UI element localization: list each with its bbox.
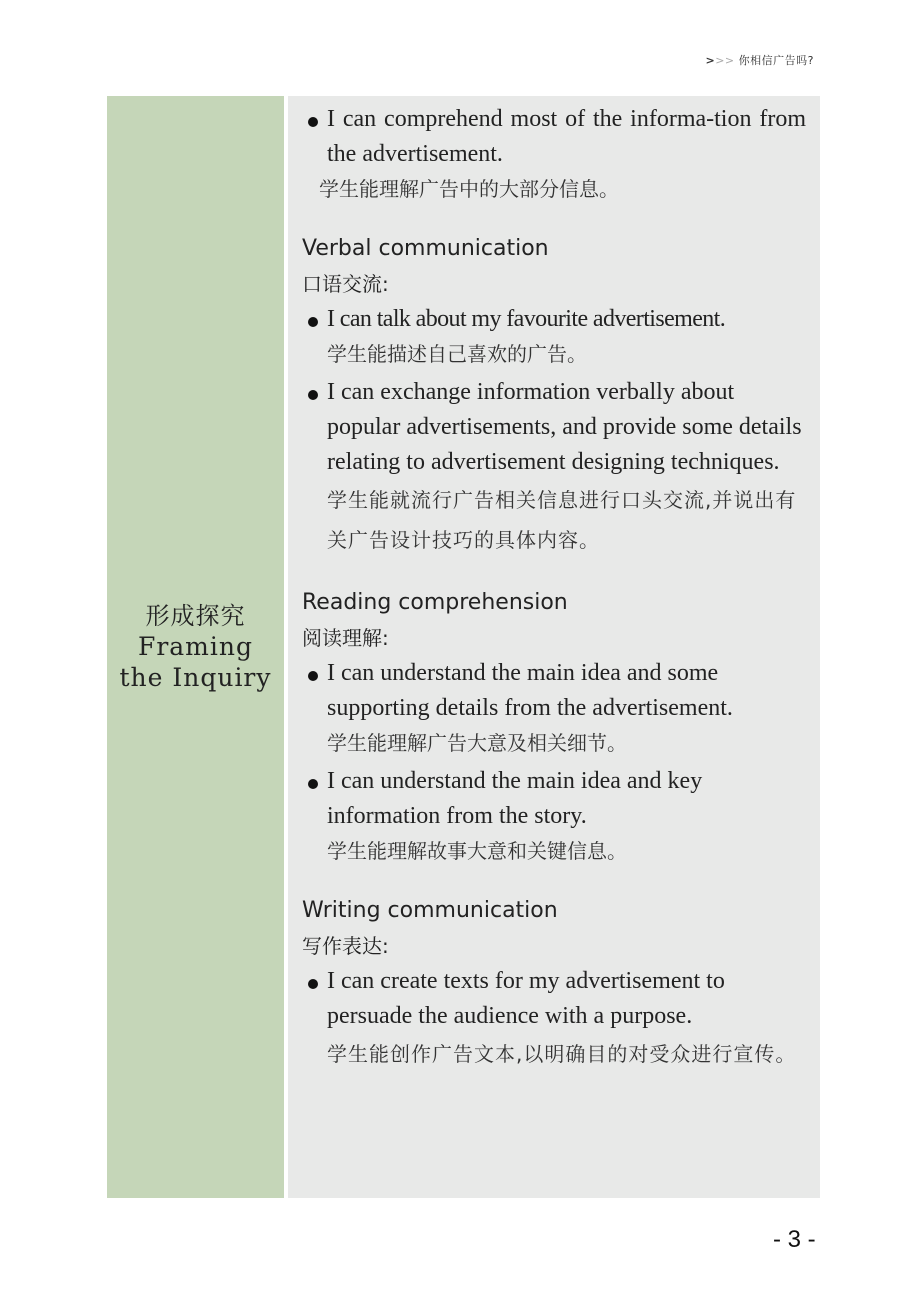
stage-label-cell bbox=[107, 96, 284, 1198]
item-zh: 学生能理解广告中的大部分信息。 bbox=[319, 177, 619, 201]
bullet-icon bbox=[308, 317, 318, 327]
item-zh: 学生能创作广告文本,以明确目的对受众进行宣传。 bbox=[327, 1042, 797, 1066]
item-zh: 学生能理解故事大意和关键信息。 bbox=[327, 839, 627, 863]
list-item bbox=[302, 764, 806, 868]
item-zh: 学生能就流行广告相关信息进行口头交流,并说出有关广告设计技巧的具体内容。 bbox=[327, 488, 797, 552]
item-en: I can exchange information verbally about popular advertisements, and provide some details relating to advertisement designing techniques. bbox=[327, 379, 802, 475]
bullet-icon bbox=[308, 117, 318, 127]
item-en: I can understand the main idea and key information from the story. bbox=[327, 768, 703, 829]
bullet-icon bbox=[308, 390, 318, 400]
stage-label-en-line2: the Inquiry bbox=[119, 663, 272, 692]
bullet-icon bbox=[308, 671, 318, 681]
list-item bbox=[302, 964, 806, 1074]
header-title: 你相信广告吗? bbox=[738, 54, 814, 67]
section-title-zh: 写作表达: bbox=[302, 934, 389, 958]
list-item bbox=[302, 656, 806, 760]
running-header bbox=[706, 52, 815, 68]
page-number: - 3 - bbox=[773, 1226, 816, 1253]
bullet-icon bbox=[308, 779, 318, 789]
objectives-cell bbox=[288, 96, 820, 1198]
header-arrow-icon: > bbox=[705, 54, 716, 67]
stage-label-en-line1: Framing bbox=[137, 632, 253, 661]
section-title: Verbal communication bbox=[302, 236, 549, 261]
header-arrow-light-icon: >> bbox=[715, 54, 735, 67]
item-en: I can talk about my favourite advertisement. bbox=[327, 306, 726, 332]
section-title: Reading comprehension bbox=[302, 590, 568, 615]
stage-label-zh: 形成探究 bbox=[145, 602, 246, 630]
section-title-zh: 口语交流: bbox=[302, 272, 389, 296]
item-en: I can understand the main idea and some supporting details from the advertisement. bbox=[327, 660, 733, 721]
list-item bbox=[302, 375, 806, 560]
section-title: Writing communication bbox=[302, 898, 558, 923]
bullet-icon bbox=[308, 979, 318, 989]
list-item bbox=[302, 302, 806, 371]
list-item bbox=[302, 102, 806, 206]
item-en: I can comprehend most of the informa-tion from the advertisement. bbox=[327, 106, 806, 167]
item-zh: 学生能描述自己喜欢的广告。 bbox=[327, 342, 587, 366]
objectives-table bbox=[107, 96, 820, 1198]
section-title-zh: 阅读理解: bbox=[302, 626, 389, 650]
item-en: I can create texts for my advertisement to persuade the audience with a purpose. bbox=[327, 968, 725, 1029]
item-zh: 学生能理解广告大意及相关细节。 bbox=[327, 731, 627, 755]
